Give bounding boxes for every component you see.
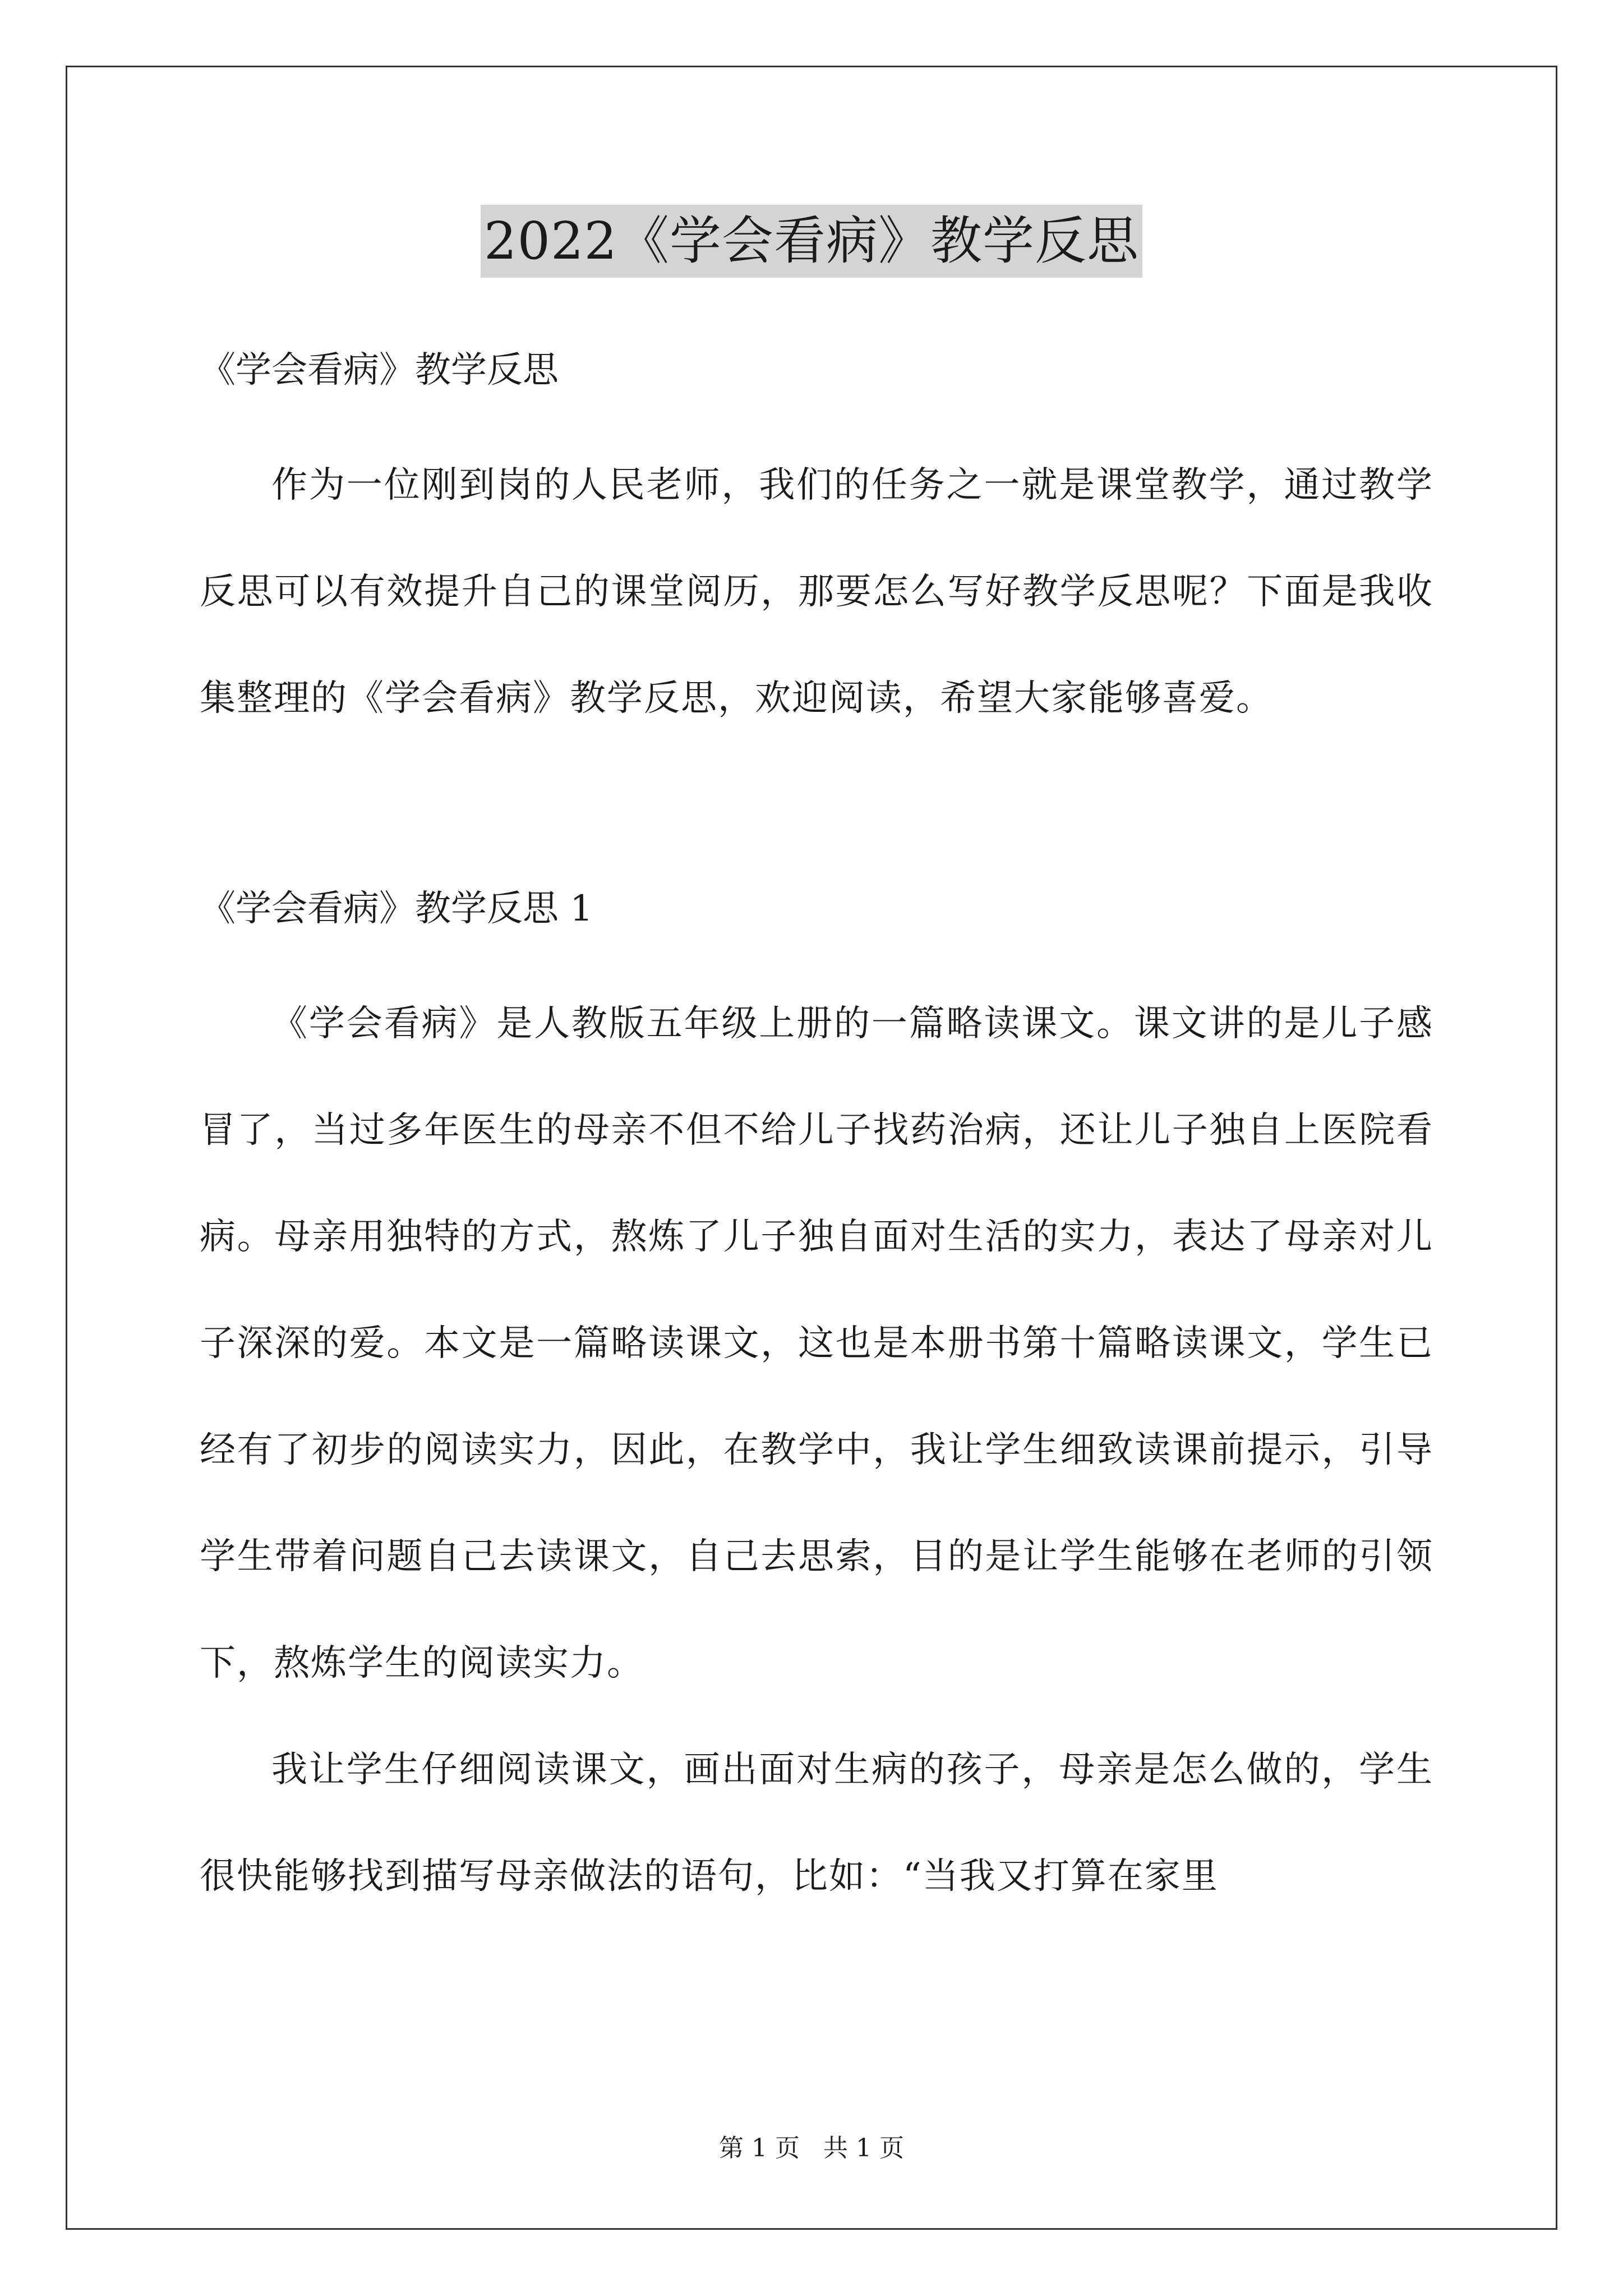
title-container xyxy=(0,205,1623,278)
page-number: 第 1 页 xyxy=(719,2134,800,2162)
intro-paragraph: 作为一位刚到岗的人民老师，我们的任务之一就是课堂教学，通过教学反思可以有效提升自己的课堂阅历，那要怎么写好教学反思呢？下面是我收集整理的《学会看病》教学反思，欢迎阅读，希望大家能够喜爱。 xyxy=(200,464,1433,719)
section-1-paragraph: 我让学生仔细阅读课文，画出面对生病的孩子，母亲是怎么做的，学生很快能够找到描写母亲做法的语句，比如：“当我又打算在家里 xyxy=(200,1749,1433,1897)
page-footer xyxy=(0,2132,1623,2165)
document-title: 2022《学会看病》教学反思 xyxy=(481,205,1142,278)
page-total: 共 1 页 xyxy=(823,2134,904,2162)
section-1-paragraph: 《学会看病》是人教版五年级上册的一篇略读课文。课文讲的是儿子感冒了，当过多年医生的母亲不但不给儿子找药治病，还让儿子独自上医院看病。母亲用独特的方式，熬炼了儿子独自面对生活的实力，表达了母亲对儿子深深的爱。本文是一篇略读课文，这也是本册书第十篇略读课文，学生已经有了初步的阅读实力，因此，在教学中，我让学生细致读课前提示，引导学生带着问题自己去读课文，自己去思索，目的是让学生能够在老师的引领下，熬炼学生的阅读实力。 xyxy=(200,1003,1433,1684)
document-body xyxy=(200,342,1433,1930)
section-1-heading: 《学会看病》教学反思 1 xyxy=(200,888,593,930)
intro-heading: 《学会看病》教学反思 xyxy=(200,349,559,391)
